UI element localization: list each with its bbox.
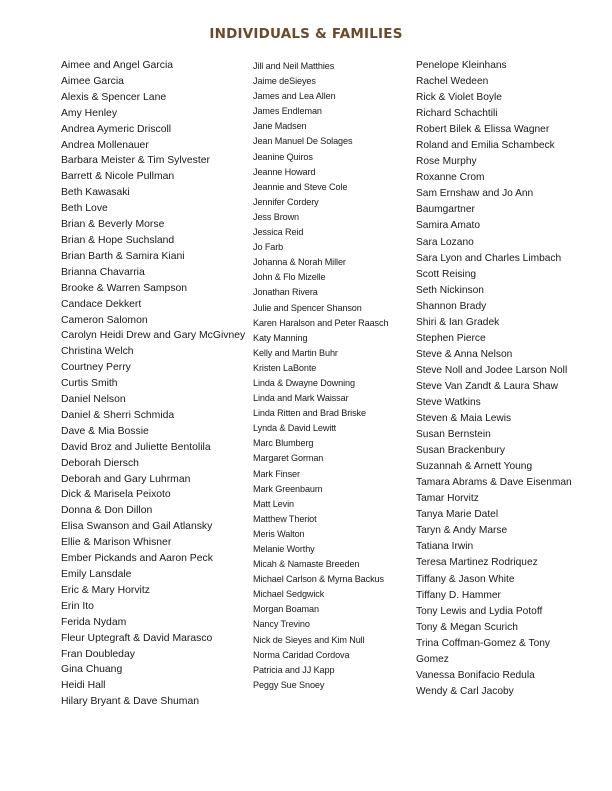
donor-name: Ember Pickands and Aaron Peck — [61, 553, 213, 565]
donor-name: Mark Finser — [253, 468, 300, 479]
donor-name: Brian Barth & Samira Kiani — [61, 250, 185, 262]
donor-name: Daniel & Sherri Schmida — [61, 409, 175, 421]
donor-name: Ellie & Marison Whisner — [61, 537, 172, 549]
donor-name: Daniel Nelson — [61, 394, 126, 406]
donor-name: Curtis Smith — [61, 378, 118, 390]
donor-name: Steve Watkins — [416, 396, 481, 408]
donor-name: Susan Brackenbury — [416, 445, 505, 457]
donor-name: Erin Ito — [61, 600, 94, 612]
donor-name: Nancy Trevino — [253, 619, 310, 630]
donor-name: Courtney Perry — [61, 362, 131, 374]
donor-name: Kelly and Martin Buhr — [253, 347, 338, 358]
donor-name: Hilary Bryant & Dave Shuman — [61, 696, 200, 708]
donor-name: Jeanine Quiros — [253, 151, 313, 162]
donor-name: Dave & Mia Bossie — [61, 425, 149, 437]
donor-name: Morgan Boaman — [253, 604, 319, 615]
donor-name: John & Flo Mizelle — [253, 272, 326, 283]
donor-name: Fran Doubleday — [61, 648, 135, 660]
donor-name: Roland and Emilia Schambeck — [416, 140, 555, 152]
donor-name: Steve & Anna Nelson — [416, 348, 513, 360]
donor-name: Heidi Hall — [61, 680, 106, 692]
donor-name: Carolyn Heidi Drew and Gary McGivney — [61, 330, 246, 342]
donor-name: Taryn & Andy Marse — [416, 525, 508, 537]
donor-name: James and Lea Allen — [253, 91, 336, 102]
donor-name: Tatiana Irwin — [416, 541, 474, 553]
donor-name: Steven & Maia Lewis — [416, 413, 512, 425]
donor-name: Tiffany D. Hammer — [416, 589, 501, 601]
donor-name: Baumgartner — [416, 204, 475, 216]
donor-name: Steve Noll and Jodee Larson Noll — [416, 364, 568, 376]
donor-name: Ferida Nydam — [61, 616, 127, 628]
donor-name: Melanie Worthy — [253, 544, 315, 554]
donor-name: Candace Dekkert — [61, 298, 142, 310]
donor-name: Barrett & Nicole Pullman — [61, 171, 175, 183]
donor-name: Tamar Horvitz — [416, 493, 479, 505]
donor-name: Amy Henley — [61, 107, 118, 119]
donor-name: Jennifer Cordery — [253, 196, 319, 207]
donor-name: Micah & Namaste Breeden — [253, 559, 360, 570]
donor-name: Shiri & Ian Gradek — [416, 316, 500, 328]
donor-name: Tony & Megan Scurich — [416, 621, 518, 633]
donor-name: Tamara Abrams & Dave Eisenman — [416, 477, 572, 489]
donor-name: Seth Nickinson — [416, 284, 484, 296]
donor-name: Rose Murphy — [416, 156, 477, 168]
names-column-3 — [416, 58, 572, 700]
donor-name: Roxanne Crom — [416, 172, 485, 184]
donor-name: Emily Lansdale — [61, 569, 132, 580]
donor-name: Brianna Chavarria — [61, 266, 145, 278]
donor-name: Deborah Diersch — [61, 457, 139, 469]
donor-name: Meris Walton — [253, 528, 305, 539]
donor-name: Brooke & Warren Sampson — [61, 282, 188, 294]
donor-name: Jaime deSieyes — [253, 76, 316, 87]
donor-name: Matthew Theriot — [253, 513, 317, 524]
donor-name: Trina Coffman-Gomez & Tony — [416, 637, 550, 649]
donor-name: David Broz and Juliette Bentolila — [61, 441, 211, 453]
donor-name: Rick & Violet Boyle — [416, 92, 502, 104]
donor-name: Brian & Hope Suchsland — [61, 234, 175, 246]
donor-name: Marc Blumberg — [253, 438, 314, 449]
donor-name: Johanna & Norah Miller — [253, 257, 346, 268]
donor-name: James Endleman — [253, 106, 322, 117]
names-column-1 — [61, 58, 245, 710]
donor-name: Jill and Neil Matthies — [253, 61, 335, 71]
donor-name: Sara Lozano — [416, 236, 474, 248]
donor-name: Linda & Dwayne Downing — [253, 377, 355, 388]
donor-name: Gomez — [416, 653, 449, 665]
donor-name: Jonathan Rivera — [253, 287, 318, 298]
donor-name: Teresa Martinez Rodriquez — [416, 557, 538, 569]
donor-name: Lynda & David Lewitt — [253, 423, 337, 434]
donor-name: Linda Ritten and Brad Briske — [253, 408, 366, 419]
donor-name: Rachel Wedeen — [416, 76, 489, 88]
donor-name: Stephen Pierce — [416, 332, 486, 344]
donor-name: Michael Sedgwick — [253, 589, 325, 600]
donor-name: Jean Manuel De Solages — [253, 136, 353, 147]
donor-name: Kristen LaBonte — [253, 362, 317, 373]
donor-name: Karen Haralson and Peter Raasch — [253, 317, 389, 328]
donor-name: Cameron Salomon — [61, 314, 148, 326]
donor-name: Margaret Gorman — [253, 453, 324, 464]
donor-name: Alexis & Spencer Lane — [61, 91, 167, 103]
donor-name: Susan Bernstein — [416, 429, 491, 441]
donor-name: Tanya Marie Datel — [416, 509, 499, 521]
donor-name: Tony Lewis and Lydia Potoff — [416, 605, 543, 617]
donor-name: Jessica Reid — [253, 227, 304, 238]
donor-name: Beth Love — [61, 203, 108, 215]
donor-name: Patricia and JJ Kapp — [253, 664, 335, 675]
donor-name: Vanessa Bonifacio Redula — [416, 669, 535, 681]
donor-name: Deborah and Gary Luhrman — [61, 473, 191, 485]
donor-name: Katy Manning — [253, 332, 308, 343]
donor-name: Mark Greenbaum — [253, 483, 323, 494]
donor-name: Aimee and Angel Garcia — [61, 60, 174, 71]
donor-name: Eric & Mary Horvitz — [61, 584, 150, 596]
donor-name: Dick & Marisela Peixoto — [61, 489, 171, 501]
donor-name: Suzannah & Arnett Young — [416, 461, 533, 473]
donor-name: Scott Reising — [416, 268, 477, 280]
donor-name: Wendy & Carl Jacoby — [416, 685, 514, 697]
donor-name: Aimee Garcia — [61, 75, 124, 87]
donor-name: Beth Kawasaki — [61, 187, 130, 199]
donor-name: Michael Carlson & Myrna Backus — [253, 574, 384, 585]
donor-name: Tiffany & Jason White — [416, 573, 515, 585]
donor-name: Richard Schachtili — [416, 108, 498, 120]
donor-name: Christina Welch — [61, 346, 134, 358]
donor-name: Norma Caridad Cordova — [253, 649, 350, 660]
page-title: INDIVIDUALS & FAMILIES — [209, 26, 403, 42]
donor-name: Gina Chuang — [61, 664, 123, 676]
donor-name: Jeannie and Steve Cole — [253, 181, 348, 192]
donor-name: Steve Van Zandt & Laura Shaw — [416, 380, 558, 392]
names-column-2 — [253, 59, 388, 693]
donor-name: Shannon Brady — [416, 300, 487, 312]
donor-name: Matt Levin — [253, 498, 294, 509]
donor-name: Robert Bilek & Elissa Wagner — [416, 124, 550, 136]
donor-name: Brian & Beverly Morse — [61, 219, 165, 231]
donor-name: Jeanne Howard — [253, 166, 316, 177]
donor-name: Peggy Sue Snoey — [253, 679, 325, 690]
donor-name: Jo Farb — [253, 242, 284, 253]
donor-name: Sara Lyon and Charles Limbach — [416, 252, 562, 264]
donor-name: Barbara Meister & Tim Sylvester — [61, 155, 210, 167]
donor-name: Penelope Kleinhans — [416, 60, 507, 71]
donor-name: Fleur Uptegraft & David Marasco — [61, 632, 213, 644]
donor-name: Donna & Don Dillon — [61, 505, 153, 517]
donor-name: Jess Brown — [253, 211, 300, 222]
donor-name: Samira Amato — [416, 220, 480, 232]
donor-name: Andrea Aymeric Driscoll — [61, 123, 172, 135]
donor-name: Andrea Mollenauer — [61, 139, 149, 151]
donor-name: Linda and Mark Waissar — [253, 393, 349, 404]
donor-name: Julie and Spencer Shanson — [253, 302, 362, 313]
donor-name: Nick de Sieyes and Kim Null — [253, 634, 365, 645]
donor-name: Jane Madsen — [253, 121, 307, 132]
donor-name: Sam Ernshaw and Jo Ann — [416, 188, 534, 200]
donor-name: Elisa Swanson and Gail Atlansky — [61, 521, 213, 533]
